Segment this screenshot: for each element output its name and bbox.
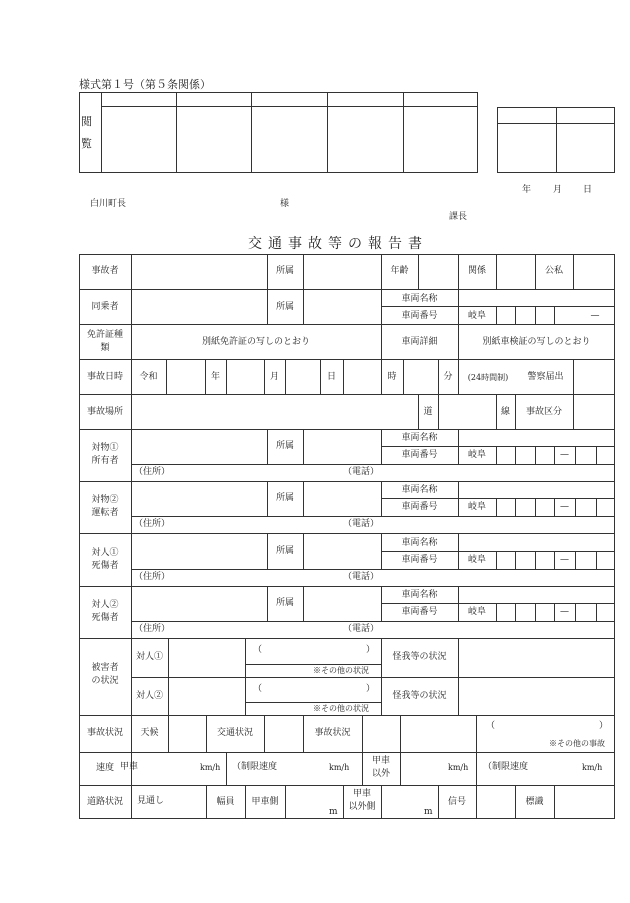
vehicle-a-limit-kmh: km/h <box>329 763 350 772</box>
relation-label: 関係 <box>467 266 486 276</box>
inspection-note: 別紙車検証の写しのとおり <box>482 337 591 347</box>
public-private-label: 公私 <box>544 266 563 276</box>
speed-label: 速度 <box>95 763 114 773</box>
perpetrator-affiliation-label: 所属 <box>275 266 294 276</box>
object-section-label-2: 死傷者 <box>91 561 119 571</box>
object-affiliation-field[interactable] <box>303 534 381 569</box>
object-affiliation-label: 所属 <box>275 598 294 608</box>
passenger-affiliation-label: 所属 <box>275 302 294 312</box>
object-affiliation-field[interactable] <box>303 481 381 516</box>
weather-field[interactable] <box>168 715 206 752</box>
object-vehicle-number-label: 車両番号 <box>401 502 438 512</box>
object-vehicle-number-label: 車両番号 <box>401 555 438 565</box>
police-report-label: 警察届出 <box>527 372 564 382</box>
other-side-label-2: 以外側 <box>348 802 376 812</box>
victim1-paren-close: ） <box>366 645 376 655</box>
perpetrator-affiliation-field[interactable] <box>303 254 381 289</box>
era-label: 令和 <box>139 372 158 382</box>
object-address-label: （住所） <box>134 572 171 582</box>
addressee: 白川町長 <box>90 199 127 209</box>
object-section-label-2: 運転者 <box>91 508 119 518</box>
minute-label: 分 <box>443 372 453 382</box>
accident-year-field[interactable] <box>166 359 205 394</box>
traffic-status-field[interactable] <box>264 715 303 752</box>
road-status-label: 道路状況 <box>86 797 123 807</box>
section-chief: 課長 <box>449 212 468 222</box>
clock-label: (24時間制) <box>467 373 509 382</box>
victim-person2-name-field[interactable] <box>168 677 245 715</box>
accident-situation-field[interactable] <box>362 715 400 752</box>
date-year: 年 <box>522 185 532 195</box>
width-label: 幅員 <box>216 797 235 807</box>
object-section-label-1: 対人① <box>91 548 119 558</box>
sign-field[interactable] <box>554 785 615 819</box>
accident-place-label: 事故場所 <box>86 407 123 417</box>
object-vehicle-name-field[interactable] <box>458 534 615 551</box>
vehicle-detail-label: 車両詳細 <box>401 337 438 347</box>
other-side-label-1: 甲車 <box>352 789 371 799</box>
hour-label: 時 <box>387 372 397 382</box>
object-section-label-2: 所有者 <box>91 456 119 466</box>
object-affiliation-field[interactable] <box>303 586 381 621</box>
object-vehicle-name-field[interactable] <box>458 429 615 446</box>
vehicle-other-label-2: 以外 <box>371 769 390 779</box>
other-accident-paren-close: ） <box>599 721 609 731</box>
object-phone-label: （電話） <box>343 624 380 634</box>
a-side-label: 甲車側 <box>251 797 279 807</box>
road-label: 道 <box>423 407 433 417</box>
visibility-label: 見通し <box>137 796 165 806</box>
object-name-field[interactable] <box>131 481 267 516</box>
day-label: 日 <box>326 372 336 382</box>
victim-person2-label: 対人② <box>135 691 163 701</box>
other-accident-note: ※その他の事故 <box>549 739 605 748</box>
object-plate-region: 岐阜 <box>467 502 486 512</box>
perpetrator-label-cell <box>79 254 131 289</box>
form-number: 様式第１号（第５条関係） <box>79 78 211 91</box>
vehicle-name-field[interactable] <box>458 289 615 306</box>
a-side-meter: m <box>329 807 338 817</box>
inspection-box <box>79 92 478 173</box>
vehicle-name-label: 車両名称 <box>401 294 438 304</box>
other-side-meter: m <box>424 807 433 817</box>
object-section-label-1: 対物② <box>91 495 119 505</box>
perpetrator-name-field[interactable] <box>131 254 267 289</box>
object-affiliation-field[interactable] <box>303 429 381 464</box>
victim1-other-status: ※その他の状況 <box>313 666 369 675</box>
police-report-field[interactable] <box>573 359 615 394</box>
object-vehicle-name-field[interactable] <box>458 481 615 498</box>
license-type-label-2: 類 <box>100 343 110 353</box>
victim-label-2: の状況 <box>91 676 119 686</box>
sign-label: 標識 <box>525 797 544 807</box>
age-field[interactable] <box>418 254 458 289</box>
traffic-status-label: 交通状況 <box>216 728 253 738</box>
object-address-label: （住所） <box>134 519 171 529</box>
vehicle-a-limit-label: （制限速度 <box>232 762 278 772</box>
age-label: 年齢 <box>390 266 409 276</box>
accident-status-label: 事故状況 <box>86 728 123 738</box>
perpetrator-label: 事故者 <box>91 266 119 276</box>
object-section-label-1: 対人② <box>91 600 119 610</box>
accident-situation-field-2[interactable] <box>400 715 476 752</box>
accident-class-field[interactable] <box>573 394 615 429</box>
object-plate-region: 岐阜 <box>467 450 486 460</box>
object-affiliation-label: 所属 <box>275 493 294 503</box>
vehicle-other-label-1: 甲車 <box>371 756 390 766</box>
object-affiliation-label: 所属 <box>275 546 294 556</box>
object-name-field[interactable] <box>131 429 267 464</box>
accident-day-field[interactable] <box>285 359 320 394</box>
accident-hour-field[interactable] <box>343 359 381 394</box>
vehicle-a-kmh: km/h <box>200 763 221 772</box>
object-plate-dash: — <box>560 450 569 460</box>
object-section-label-2: 死傷者 <box>91 613 119 623</box>
year-label: 年 <box>210 372 220 382</box>
victim1-injury-field[interactable] <box>458 638 615 677</box>
accident-class-label: 事故区分 <box>525 407 562 417</box>
object-vehicle-number-label: 車両番号 <box>401 450 438 460</box>
date-month: 月 <box>553 185 563 195</box>
inspection-label-1: 閲 <box>81 115 92 128</box>
vehicle-other-limit-label: （制限速度 <box>483 762 529 772</box>
accident-situation-label: 事故状況 <box>314 728 351 738</box>
object-phone-label: （電話） <box>343 519 380 529</box>
victim-person1-name-field[interactable] <box>168 638 245 677</box>
weather-label: 天候 <box>140 728 159 738</box>
license-note: 別紙免許証の写しのとおり <box>201 337 310 347</box>
accident-month-field[interactable] <box>226 359 264 394</box>
date-day: 日 <box>583 185 593 195</box>
relation-field[interactable] <box>496 254 535 289</box>
object-phone-label: （電話） <box>343 572 380 582</box>
victim2-paren-open: （ <box>253 684 263 694</box>
public-private-field[interactable] <box>573 254 615 289</box>
license-type-label-1: 免許証種 <box>86 330 123 340</box>
object-plate-dash: — <box>560 502 569 512</box>
victim1-injury-label: 怪我等の状況 <box>392 652 447 662</box>
object-phone-label: （電話） <box>343 467 380 477</box>
line-label: 線 <box>500 407 510 417</box>
signal-field[interactable] <box>476 785 515 819</box>
object-name-field[interactable] <box>131 586 267 621</box>
object-vehicle-name-label: 車両名称 <box>401 433 438 443</box>
passenger-label: 同乗者 <box>91 302 119 312</box>
object-address-label: （住所） <box>134 467 171 477</box>
vehicle-a-speed-label: 甲車 <box>120 762 139 772</box>
honorific: 様 <box>280 199 290 209</box>
object-name-field[interactable] <box>131 534 267 569</box>
object-vehicle-name-label: 車両名称 <box>401 485 438 495</box>
other-accident-paren-open: （ <box>486 721 496 731</box>
object-vehicle-name-field[interactable] <box>458 586 615 603</box>
page-title: 交通事故等の報告書 <box>248 236 428 252</box>
vehicle-other-kmh: km/h <box>448 763 469 772</box>
object-vehicle-name-label: 車両名称 <box>401 538 438 548</box>
object-vehicle-name-label: 車両名称 <box>401 590 438 600</box>
victim-label-1: 被害者 <box>91 663 119 673</box>
accident-datetime-label: 事故日時 <box>86 372 123 382</box>
plate-region: 岐阜 <box>467 311 486 321</box>
route-field[interactable] <box>438 394 496 429</box>
month-label: 月 <box>269 372 279 382</box>
plate-dash: — <box>590 311 600 321</box>
vehicle-other-limit-kmh: km/h <box>582 763 603 772</box>
victim2-other-status: ※その他の状況 <box>313 704 369 713</box>
accident-place-field[interactable] <box>131 394 418 429</box>
vehicle-number-label: 車両番号 <box>401 311 438 321</box>
object-plate-region: 岐阜 <box>467 555 486 565</box>
object-plate-region: 岐阜 <box>467 607 486 617</box>
object-plate-dash: — <box>560 555 569 565</box>
object-plate-dash: — <box>560 607 569 617</box>
passenger-name-field[interactable] <box>131 289 267 324</box>
victim1-paren-open: （ <box>253 645 263 655</box>
victim2-injury-field[interactable] <box>458 677 615 715</box>
inspection-label-2: 覧 <box>81 137 92 150</box>
passenger-affiliation-field[interactable] <box>303 289 381 324</box>
victim2-paren-close: ） <box>366 684 376 694</box>
object-vehicle-number-label: 車両番号 <box>401 607 438 617</box>
signal-label: 信号 <box>447 797 466 807</box>
victim2-injury-label: 怪我等の状況 <box>392 691 447 701</box>
victim-person1-label: 対人① <box>135 652 163 662</box>
visibility-field[interactable] <box>168 785 206 819</box>
object-address-label: （住所） <box>134 624 171 634</box>
accident-minute-field[interactable] <box>403 359 438 394</box>
object-affiliation-label: 所属 <box>275 441 294 451</box>
object-section-label-1: 対物① <box>91 443 119 453</box>
